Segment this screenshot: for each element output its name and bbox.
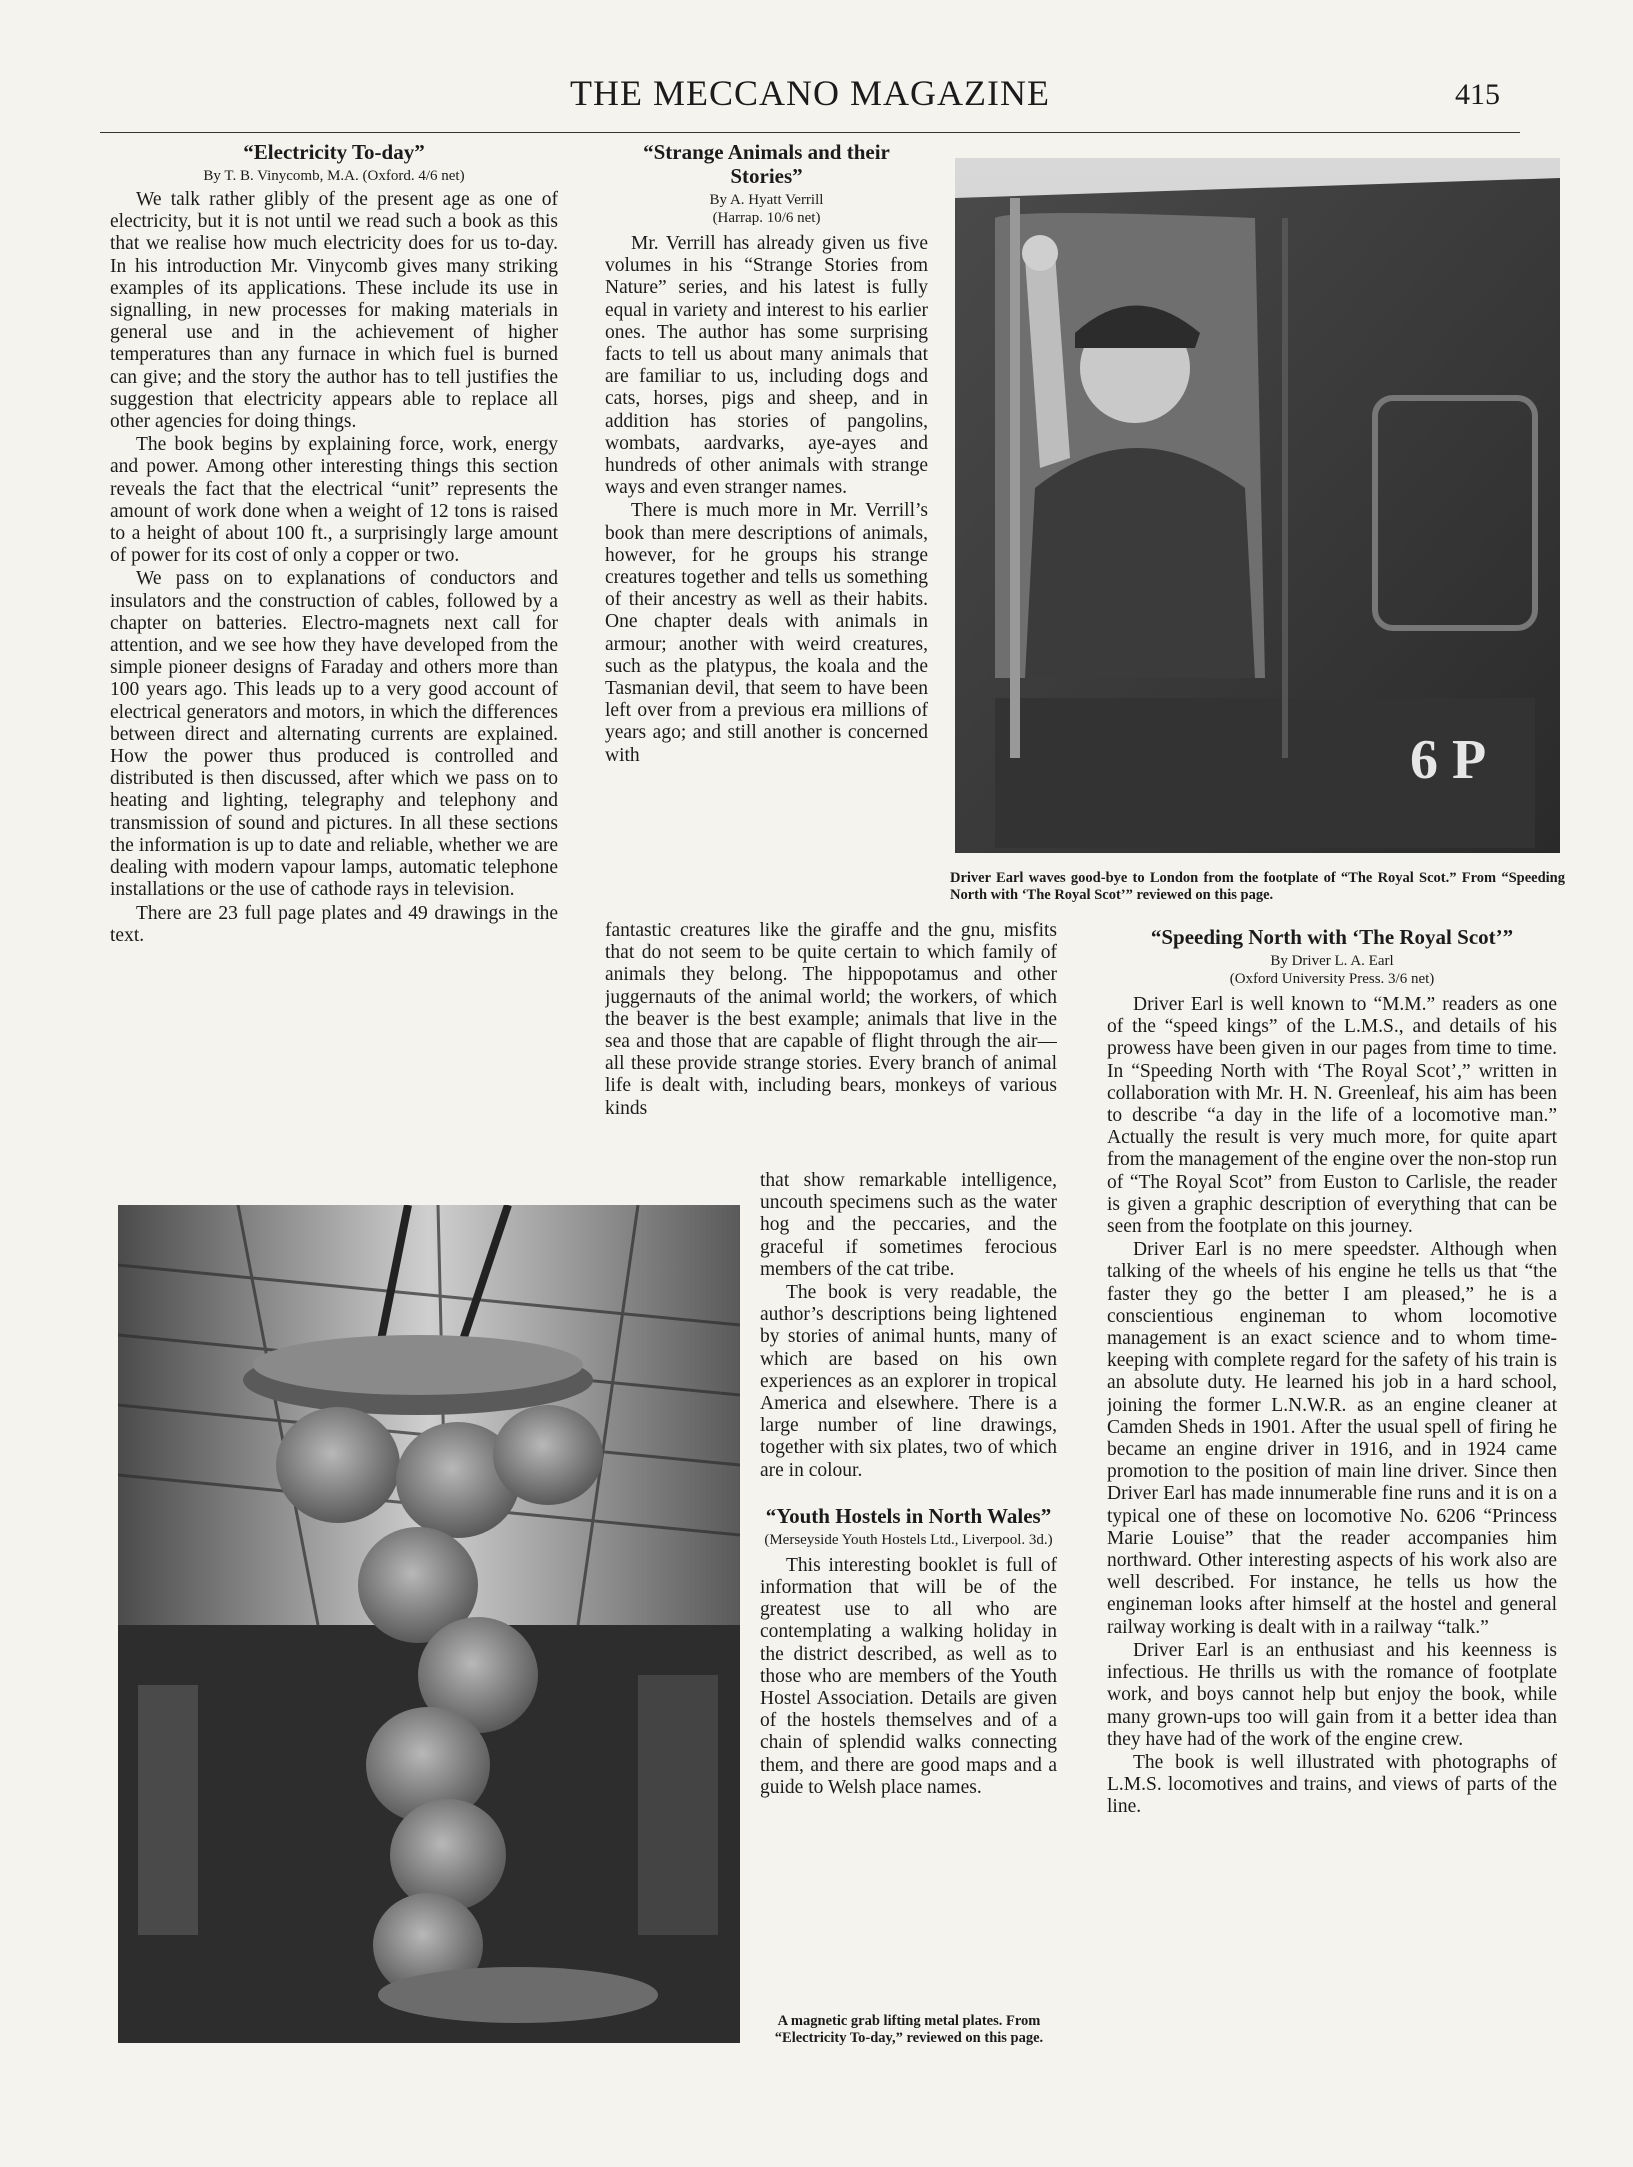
article-title: “Speeding North with ‘The Royal Scot’” [1150,925,1514,949]
paragraph: The book is very readable, the author’s descriptions being lightened by stories of animal hunts, many of which are based on his own experiences as an explorer in tropical America and elsewhere. There is a large number of line drawings, together with six plates, two of which are in colour. [760,1282,1057,1481]
article-animals-lower [760,1170,1057,2020]
article-hostels [760,1504,1057,1799]
driver-photograph [955,158,1560,853]
article-electricity [110,140,558,1180]
paragraph: There are 23 full page plates and 49 drawings in the text. [110,902,558,946]
cab-marking: 6 P [1410,729,1487,791]
paragraph: that show remarkable intelligence, uncouth specimens such as the water hog and the peccaries, and the graceful if sometimes ferocious members of the cat tribe. [760,1170,1057,1280]
article-imprint: (Harrap. 10/6 net) [712,210,821,226]
paragraph: Driver Earl is no mere speedster. Although when talking of the wheels of his engine he tells us that “the faster they go the better I am pleased,” he is a conscientious engineman to whom locomotive management is an exact science and to whom time-keeping with complete regard for the safety of his train is an absolute duty. He learned his job in a hard school, joining the former L.N.W.R. as an engine cleaner at Camden Sheds in 1901. After the usual spell of firing he became an engine driver in 1916, and in 1924 came promotion to the position of main line driver. Since then Driver Earl has made innumerable fine runs and it is on a typical one of these on locomotive No. 6206 “Princess Marie Louise” that the reader accompanies him northward. Other interesting aspects of his work also are well described. For instance, he tells us how the engineman looks after himself at the hostel and general railway working is dealt with in a railway “talk.” [1107,1239,1557,1638]
paragraph: Driver Earl is an enthusiast and his keenness is infectious. He thrills us with the romance of footplate work, and boys cannot help but enjoy the book, while many grown-ups too will gain from it a better idea than they have had of the work of the engine crew. [1107,1639,1557,1750]
paragraph: There is much more in Mr. Verrill’s book than mere descriptions of animals, however, for he groups his strange creatures together and tells us something of their ancestry as well as their habits. One chapter deals with animals in armour; another with weird creatures, such as the platypus, the koala and the Tasmanian devil, that seem to have been left over from a previous era millions of years ago; and still another is concerned with [605,500,928,766]
magnet-photo-caption: A magnetic grab lifting metal plates. From “Electricity To-day,” reviewed on this page. [774,2013,1044,2046]
paragraph: The book begins by explaining force, work, energy and power. Among other interesting things this section reveals the fact that the electrical “unit” represents the amount of work done when a weight of 12 tons is raised to a height of about 100 ft., a surprisingly large amount of power for its cost of only a copper or two. [110,434,558,567]
article-animals [605,140,928,920]
running-head [100,72,1520,133]
article-title: “Electricity To-day” [243,140,425,164]
magazine-title: THE MECCANO MAGAZINE [570,73,1050,113]
paragraph: Mr. Verrill has already given us five volumes in his “Strange Stories from Nature” series, and his latest is fully equal in variety and interest to his earlier ones. The author has some surprising facts to tell us about many animals that are familiar to us, including dogs and cats, horses, pigs and sheep, and in addition has stories of pangolins, wombats, aardvarks, aye-ayes and hundreds of other animals with strange ways and even stranger names. [605,233,928,499]
article-byline: By A. Hyatt Verrill [709,192,824,208]
paragraph: We pass on to explanations of conductors and insulators and the construction of cables, followed by a chapter on batteries. Electro-magnets next call for attention, and we see how they have developed from the simple pioneer designs of Faraday and others more than 100 years ago. This leads up to a very good account of electrical generators and motors, in which the differences between direct and alternating currents are explained. How the power thus produced is controlled and distributed is then discussed, after which we pass on to heating and lighting, telegraphy and telephony and transmission of sound and pictures. In all these sections the information is up to date and reliable, whether we are dealing with modern vapour lamps, automatic telephone installations or the use of cathode rays in television. [110,568,558,901]
article-animals-continued [605,920,1057,1170]
page-number: 415 [1455,78,1500,111]
paragraph: Driver Earl is well known to “M.M.” readers as one of the “speed kings” of the L.M.S., and details of his prowess have been given in our pages from time to time. In “Speeding North with ‘The Royal Scot’,” written in collaboration with Mr. H. N. Greenleaf, his aim has been to describe “a day in the life of a locomotive man.” Actually the result is very much more, for quite apart from the management of the engine over the non-stop run of “The Royal Scot” from Euston to Carlisle, the reader is given a graphic description of everything that can be seen from the footplate on this journey. [1107,994,1557,1238]
paragraph: fantastic creatures like the giraffe and the gnu, misfits that do not seem to be quite certain to which family of animals they belong. The hippopotamus and other juggernauts of the animal world; the workers, of which the beaver is the best example; animals that live in the sea and those that are capable of flight through the air—all these provide strange stories. Every branch of animal life is dealt with, including bears, monkeys of various kinds [605,920,1057,1119]
paragraph: The book is well illustrated with photographs of L.M.S. locomotives and trains, and views of parts of the line. [1107,1751,1557,1818]
article-imprint: (Oxford University Press. 3/6 net) [1229,971,1435,987]
magnet-grab-photograph [118,1205,740,2043]
article-byline: By Driver L. A. Earl [1270,953,1394,969]
article-title: “Strange Animals and their Stories” [643,140,890,188]
article-imprint: (Merseyside Youth Hostels Ltd., Liverpool. 3d.) [764,1531,1053,1548]
article-byline: By T. B. Vinycomb, M.A. (Oxford. 4/6 net) [203,168,465,184]
article-royal-scot [1107,925,1557,2065]
paragraph: This interesting booklet is full of information that will be of the greatest use to all who are contemplating a walking holiday in the district described, as well as to those who are members of the Youth Hostel Association. Details are given of the hostels themselves and of a chain of splendid walks connecting them, and there are good maps and a guide to Welsh place names. [760,1554,1057,1798]
paragraph: We talk rather glibly of the present age as one of electricity, but it is not until we read such a book as this that we realise how much electricity does for us to-day. In his introduction Mr. Vinycomb gives many striking examples of its applications. These include its use in signalling, in new processes for making materials in general use and in the achievement of higher temperatures than any furnace in which fuel is burned can give; and the story the author has to tell justifies the suggestion that electricity appears able to replace all other agencies for doing things. [110,189,558,433]
article-title: “Youth Hostels in North Wales” [765,1503,1052,1528]
driver-photo-caption: Driver Earl waves good-bye to London from the footplate of “The Royal Scot.” From “Speeding North with ‘The Royal Scot’” reviewed on this page. [950,870,1565,903]
